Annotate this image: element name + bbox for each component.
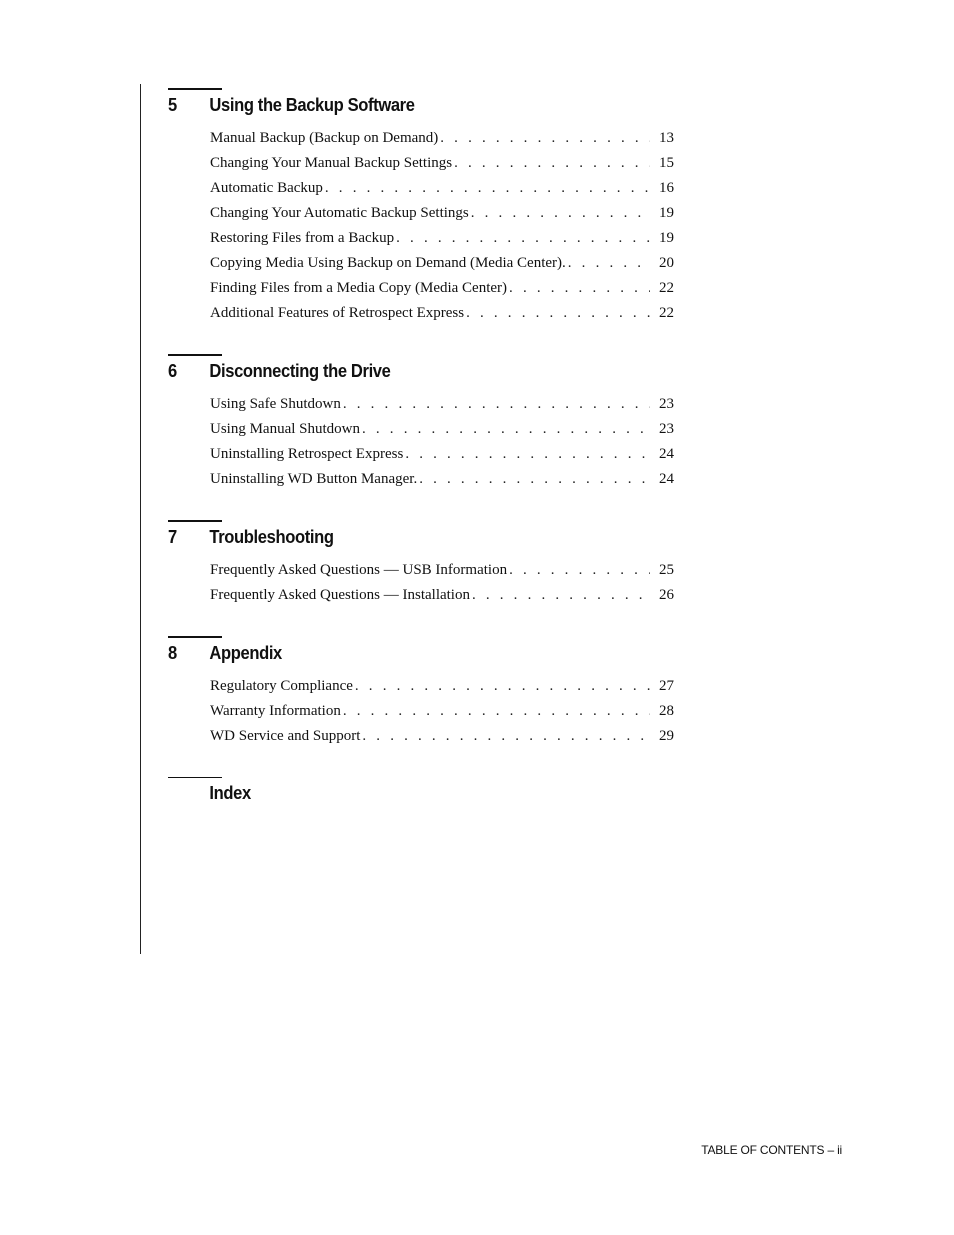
- dot-leader: [355, 678, 650, 695]
- toc-entry[interactable]: [210, 396, 674, 421]
- entry-page: 28: [659, 703, 674, 719]
- toc-entry[interactable]: [210, 587, 674, 612]
- entry-title: Uninstalling WD Button Manager.: [210, 471, 418, 487]
- entry-page: 20: [659, 255, 674, 271]
- toc-entry[interactable]: [210, 205, 674, 230]
- dot-leader: [343, 703, 650, 720]
- entry-title: WD Service and Support: [210, 728, 361, 744]
- entry-title: Finding Files from a Media Copy (Media Center): [210, 280, 508, 296]
- chapter-title: Using the Backup Software: [209, 95, 415, 115]
- entry-title: Frequently Asked Questions — Installation: [210, 587, 470, 603]
- entry-title: Warranty Information: [210, 703, 341, 719]
- chapter-heading[interactable]: [168, 95, 634, 119]
- chapter-rule: [168, 88, 222, 90]
- entry-page: 19: [659, 205, 674, 221]
- dot-leader: [471, 205, 650, 222]
- margin-rule: [140, 84, 141, 954]
- toc-entry[interactable]: [210, 155, 674, 180]
- dot-leader: [362, 421, 650, 438]
- entry-page: 26: [659, 587, 674, 603]
- dot-leader: [419, 471, 650, 488]
- chapter-entries: [168, 562, 674, 612]
- dot-leader: [440, 130, 650, 147]
- chapter-entries: [168, 130, 674, 330]
- toc-entry[interactable]: [210, 305, 674, 330]
- toc-entry[interactable]: [210, 255, 674, 280]
- chapter-8: [168, 636, 674, 753]
- chapter-number: 8: [168, 643, 177, 663]
- toc-entry[interactable]: [210, 703, 674, 728]
- chapter-6: [168, 354, 674, 496]
- entry-page: 22: [659, 305, 674, 321]
- chapter-index: [168, 777, 674, 807]
- dot-leader: [568, 255, 650, 272]
- chapter-heading[interactable]: [168, 783, 634, 807]
- chapter-7: [168, 520, 674, 612]
- chapter-entries: [168, 678, 674, 753]
- entry-page: 25: [659, 562, 674, 578]
- entry-page: 13: [659, 130, 674, 146]
- entry-title: Frequently Asked Questions — USB Information: [210, 562, 508, 578]
- chapter-title: Index: [209, 783, 251, 803]
- chapter-title: Disconnecting the Drive: [209, 361, 391, 381]
- dot-leader: [454, 155, 650, 172]
- toc-entry[interactable]: [210, 230, 674, 255]
- chapter-5: [168, 88, 674, 330]
- chapter-heading[interactable]: [168, 361, 634, 385]
- toc-entry[interactable]: [210, 728, 674, 753]
- dot-leader: [466, 305, 650, 322]
- entry-page: 23: [659, 421, 674, 437]
- chapter-title: Troubleshooting: [209, 527, 334, 547]
- chapter-number: 6: [168, 361, 177, 381]
- entry-page: 15: [659, 155, 674, 171]
- toc-entry[interactable]: [210, 421, 674, 446]
- toc-entry[interactable]: [210, 180, 674, 205]
- entry-title: Additional Features of Retrospect Express: [210, 305, 465, 321]
- entry-page: 29: [659, 728, 674, 744]
- page-footer: TABLE OF CONTENTS – ii: [701, 1143, 842, 1157]
- entry-title: Regulatory Compliance: [210, 678, 353, 694]
- entry-title: Manual Backup (Backup on Demand): [210, 130, 439, 146]
- chapter-heading[interactable]: [168, 527, 634, 551]
- toc-entry[interactable]: [210, 678, 674, 703]
- dot-leader: [405, 446, 650, 463]
- entry-title: Changing Your Manual Backup Settings: [210, 155, 453, 171]
- entry-title: Automatic Backup: [210, 180, 323, 196]
- toc-entry[interactable]: [210, 280, 674, 305]
- entry-title: Uninstalling Retrospect Express: [210, 446, 404, 462]
- chapter-rule: [168, 520, 222, 522]
- dot-leader: [509, 280, 650, 297]
- chapter-entries: [168, 396, 674, 496]
- toc-entry[interactable]: [210, 446, 674, 471]
- table-of-contents: [168, 88, 674, 831]
- entry-page: 27: [659, 678, 674, 694]
- chapter-rule: [168, 777, 222, 778]
- dot-leader: [362, 728, 650, 745]
- entry-title: Changing Your Automatic Backup Settings: [210, 205, 469, 221]
- toc-entry[interactable]: [210, 130, 674, 155]
- chapter-number: 5: [168, 95, 177, 115]
- entry-page: 19: [659, 230, 674, 246]
- dot-leader: [396, 230, 650, 247]
- chapter-rule: [168, 636, 222, 638]
- dot-leader: [472, 587, 650, 604]
- chapter-title: Appendix: [209, 643, 282, 663]
- entry-page: 22: [659, 280, 674, 296]
- chapter-rule: [168, 354, 222, 356]
- entry-title: Restoring Files from a Backup: [210, 230, 395, 246]
- dot-leader: [343, 396, 650, 413]
- entry-page: 24: [659, 446, 674, 462]
- entry-page: 16: [659, 180, 674, 196]
- chapter-heading[interactable]: [168, 643, 634, 667]
- toc-entry[interactable]: [210, 471, 674, 496]
- entry-title: Using Manual Shutdown: [210, 421, 360, 437]
- entry-page: 23: [659, 396, 674, 412]
- dot-leader: [509, 562, 650, 579]
- chapter-number: 7: [168, 527, 177, 547]
- entry-title: Copying Media Using Backup on Demand (Media Center).: [210, 255, 566, 271]
- entry-title: Using Safe Shutdown: [210, 396, 341, 412]
- toc-entry[interactable]: [210, 562, 674, 587]
- dot-leader: [325, 180, 650, 197]
- entry-page: 24: [659, 471, 674, 487]
